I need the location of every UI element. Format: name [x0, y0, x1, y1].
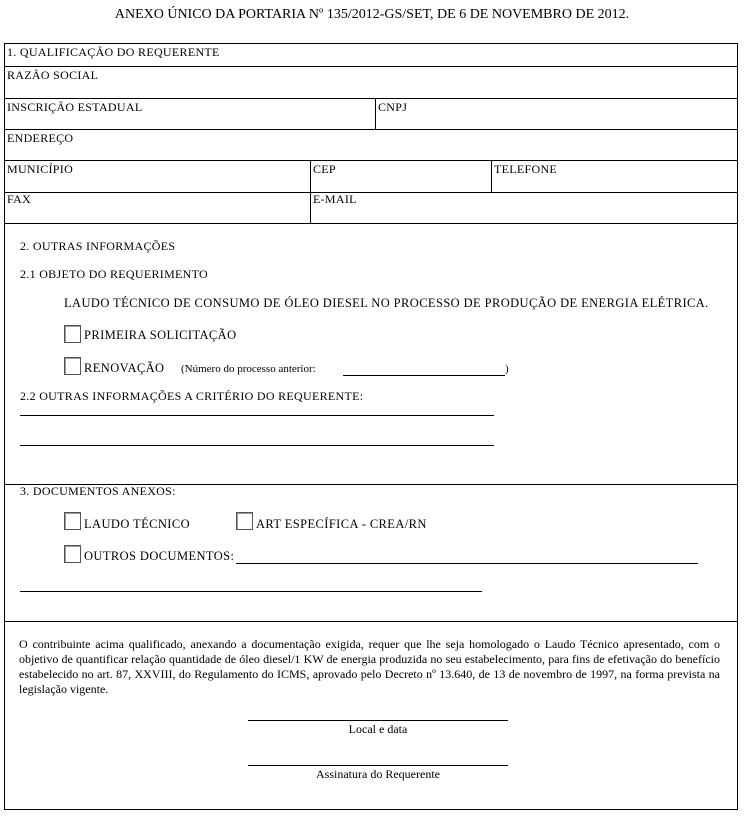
divider [4, 66, 738, 67]
section3-heading: 3. DOCUMENTOS ANEXOS: [20, 484, 176, 498]
assinatura-line[interactable] [248, 765, 508, 766]
section1-heading: 1. QUALIFICAÇÃO DO REQUERENTE [7, 45, 220, 59]
outros-documentos-checkbox[interactable] [64, 545, 81, 563]
outras-informacoes-line-1[interactable] [20, 415, 494, 416]
section2-2-heading: 2.2 OUTRAS INFORMAÇÕES A CRITÉRIO DO REQUERENTE: [20, 389, 364, 403]
outras-informacoes-line-2[interactable] [20, 445, 494, 446]
divider [4, 223, 738, 224]
municipio-label: MUNICÍPIO [7, 162, 74, 176]
local-data-line[interactable] [248, 720, 508, 721]
processo-anterior-field[interactable] [343, 375, 505, 376]
declaration-paragraph: O contribuinte acima qualificado, anexando a documentação exigida, requer que lhe seja homologado o Laudo Técnico apresentado, com o objetivo de quantificar relação quantidade de óleo diesel/1 KW de energia produzida no seu estabelecimento, para fins de efetivação do benefício estabelecido no art. 87, XXVIII, do Regulamento do ICMS, aprovado pelo Decreto nº 13.640, de 13 de novembro de 1997, na forma prevista na legislação vigente. [19, 637, 720, 696]
section2-heading: 2. OUTRAS INFORMAÇÕES [20, 239, 176, 253]
section2-1-heading: 2.1 OBJETO DO REQUERIMENTO [20, 267, 209, 281]
laudo-tecnico-checkbox[interactable] [64, 512, 81, 530]
processo-anterior-close: ) [505, 363, 509, 375]
outros-documentos-label: OUTROS DOCUMENTOS: [84, 549, 235, 563]
razao-social-label: RAZÃO SOCIAL [7, 68, 99, 82]
divider [375, 98, 376, 129]
outer-border-bottom [4, 809, 738, 810]
divider [4, 98, 738, 99]
renovacao-label: RENOVAÇÃO [84, 361, 165, 375]
cep-label: CEP [313, 162, 336, 176]
inscricao-estadual-label: INSCRIÇÃO ESTADUAL [7, 100, 143, 114]
document-title: ANEXO ÚNICO DA PORTARIA Nº 135/2012-GS/SET, DE 6 DE NOVEMBRO DE 2012. [114, 7, 630, 22]
divider [4, 192, 738, 193]
divider [310, 160, 311, 223]
telefone-label: TELEFONE [494, 162, 558, 176]
divider [4, 621, 738, 622]
art-especifica-checkbox[interactable] [236, 512, 253, 530]
renovacao-checkbox[interactable] [64, 357, 81, 375]
email-label: E-MAIL [313, 192, 357, 206]
primeira-solicitacao-label: PRIMEIRA SOLICITAÇÃO [84, 328, 237, 342]
objeto-text: LAUDO TÉCNICO DE CONSUMO DE ÓLEO DIESEL NO PROCESSO DE PRODUÇÃO DE ENERGIA ELÉTRICA. [64, 296, 709, 310]
laudo-tecnico-label: LAUDO TÉCNICO [84, 517, 191, 531]
outros-documentos-field[interactable] [236, 563, 698, 564]
primeira-solicitacao-checkbox[interactable] [64, 325, 81, 343]
outer-border-right [737, 43, 738, 809]
processo-anterior-label: (Número do processo anterior: [181, 363, 316, 375]
fax-label: FAX [7, 192, 32, 206]
art-especifica-label: ART ESPECÍFICA - CREA/RN [256, 517, 427, 531]
outer-border-top [4, 43, 738, 44]
divider [4, 160, 738, 161]
endereco-label: ENDEREÇO [7, 131, 74, 145]
outer-border-left [4, 43, 5, 809]
assinatura-label: Assinatura do Requerente [316, 767, 440, 781]
cnpj-label: CNPJ [378, 100, 408, 114]
local-data-label: Local e data [348, 722, 408, 736]
outros-documentos-line-2[interactable] [20, 591, 482, 592]
divider [4, 129, 738, 130]
divider [491, 160, 492, 192]
